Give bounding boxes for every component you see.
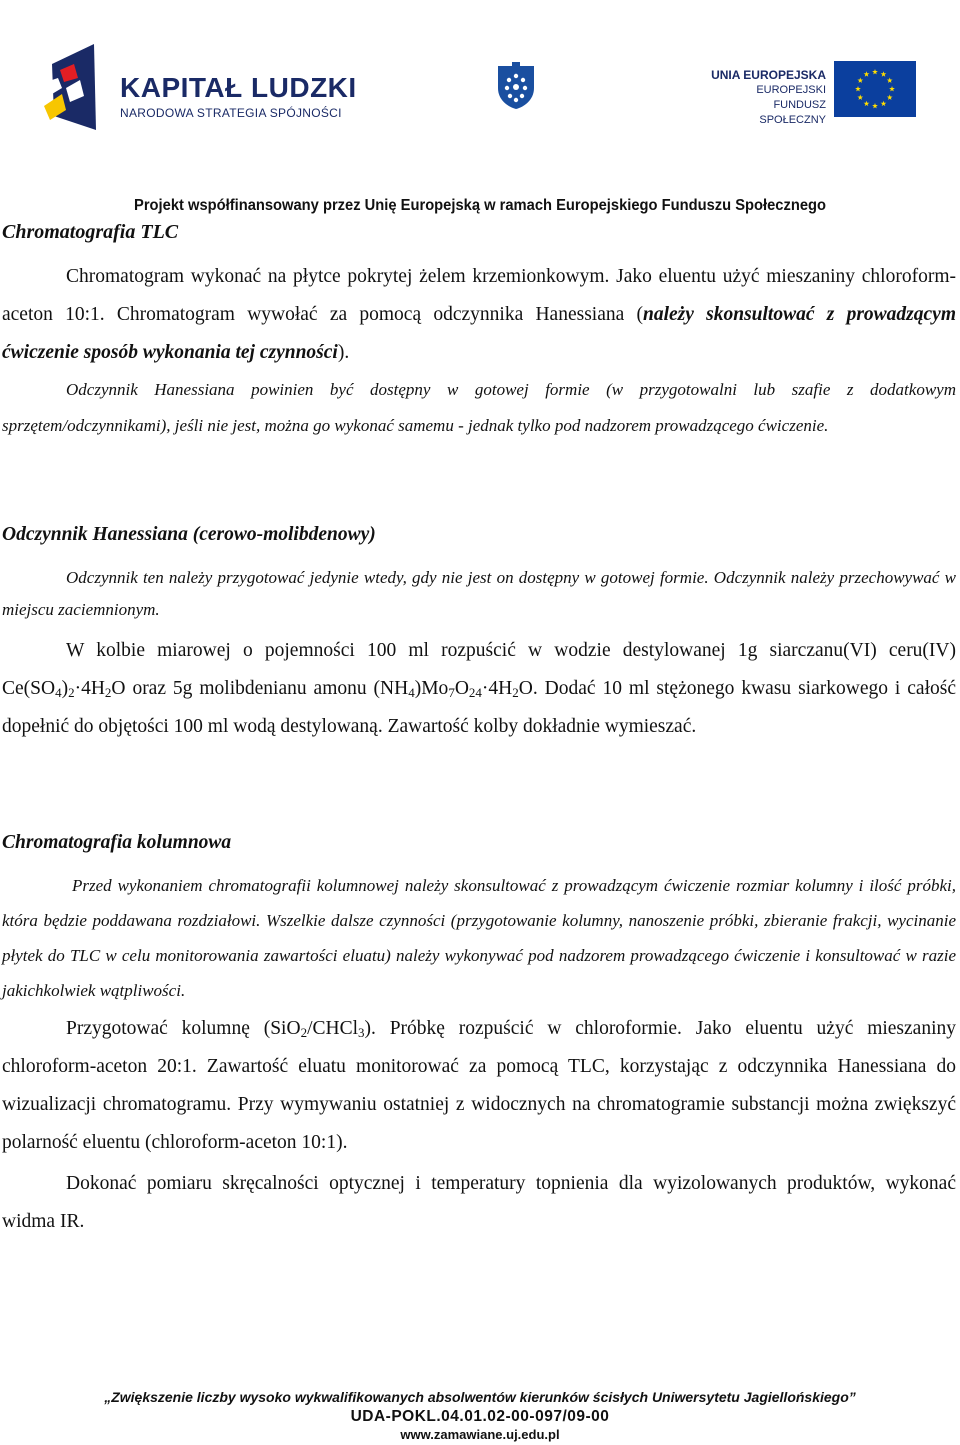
- footer-project-code: UDA-POKL.04.01.02-00-097/09-00: [350, 1408, 610, 1425]
- tlc-paragraph-2: Odczynnik Hanessiana powinien być dostępny w gotowej formie (w przygotowalni lub szafie z dodatkowym sprzętem/odczynnikami), jeśli nie jest, można go wykonać samemu - jednak tylko pod nadzorem prowadzącego ćwiczenie.: [2, 380, 956, 435]
- project-cofinancing-line: Projekt współfinansowany przez Unię Europejską w ramach Europejskiego Funduszu Społecznego: [134, 197, 826, 214]
- column-paragraph-1: Przed wykonaniem chromatografii kolumnowej należy skonsultować z prowadzącym ćwiczenie rozmiar kolumny i ilość próbki, która będzie poddawana rozdziałowi. Wszelkie dalsze czynności (przygotowanie kolumny, nanoszenie próbki, zbieranie frakcji, wycinanie płytek do TLC w celu monitorowania zawartości eluatu) należy wykonywać pod nadzorem prowadzącego ćwiczenie i konsultować w razie jakichkolwiek wątpliwości.: [2, 876, 956, 1000]
- eu-line1: UNIA EUROPEJSKA: [711, 68, 826, 82]
- column-paragraph-2: Przygotować kolumnę (SiO$_2$/CHCl$_3$). Próbkę rozpuścić w chloroformie. Jako eluentu użyć mieszaniny chloroform-aceton 20:1. Zawartość eluatu monitorować za pomocą TLC, korzystając z odczynnika Hanessiana do wizualizacji chromatogramu. Przy wymywaniu ostatniej z widocznych na chromatogramie substancji można zwiększyć polarność eluentu (chloroform-aceton 10:1).: [2, 1018, 956, 1153]
- section-heading-column: Chromatografia kolumnowa: [2, 832, 232, 853]
- eu-flag-icon: [834, 61, 916, 117]
- eu-line3: FUNDUSZ SPOŁECZNY: [759, 99, 826, 126]
- university-crest-icon: [496, 62, 536, 110]
- hanessian-paragraph-1: Odczynnik ten należy przygotować jedynie wtedy, gdy nie jest on dostępny w gotowej formie. Odczynnik należy przechowywać w miejscu zaciemnionym.: [2, 568, 956, 619]
- tlc-paragraph-1: Chromatogram wykonać na płytce pokrytej żelem krzemionkowym. Jako eluentu użyć mieszaniny chloroform-aceton 10:1. Chromatogram wywołać za pomocą odczynnika Hanessiana (należy skonsultować z prowadzącym ćwiczenie sposób wykonania tej czynności).: [2, 266, 956, 363]
- eu-line2: EUROPEJSKI: [756, 84, 826, 96]
- kapital-ludzki-wordmark: [120, 72, 357, 120]
- eu-wordmark: [708, 68, 826, 128]
- page-title: Chromatografia TLC: [2, 221, 179, 243]
- hanessian-paragraph-2: W kolbie miarowej o pojemności 100 ml rozpuścić w wodzie destylowanej 1g siarczanu(VI) ceru(IV) $Ce(SO_4)_2\cdot 4H_2O$ oraz 5g molibdenianu amonu $(NH_4)Mo_7O_{24}\cdot 4H_2O$. Dodać 10 ml stężonego kwasu siarkowego i całość dopełnić do objętości 100 ml wodą destylowaną. Zawartość kolby dokładnie wymieszać.: [2, 640, 956, 737]
- column-paragraph-3: Dokonać pomiaru skręcalności optycznej i temperatury topnienia dla wyizolowanych produktów, wykonać widma IR.: [2, 1173, 956, 1232]
- header-banner: [0, 0, 960, 172]
- footer-project-title: „Zwiększenie liczby wysoko wykwalifikowanych absolwentów kierunków ścisłych Uniwersytetu Jagiellońskiego”: [104, 1389, 856, 1405]
- section-heading-hanessian: Odczynnik Hanessiana (cerowo-molibdenowy): [2, 524, 376, 545]
- kl-subtitle: NARODOWA STRATEGIA SPÓJNOŚCI: [120, 106, 342, 120]
- kapital-ludzki-logo-icon: [44, 44, 114, 134]
- footer-website-link[interactable]: www.zamawiane.uj.edu.pl: [400, 1427, 560, 1442]
- kl-title: KAPITAŁ LUDZKI: [120, 72, 357, 103]
